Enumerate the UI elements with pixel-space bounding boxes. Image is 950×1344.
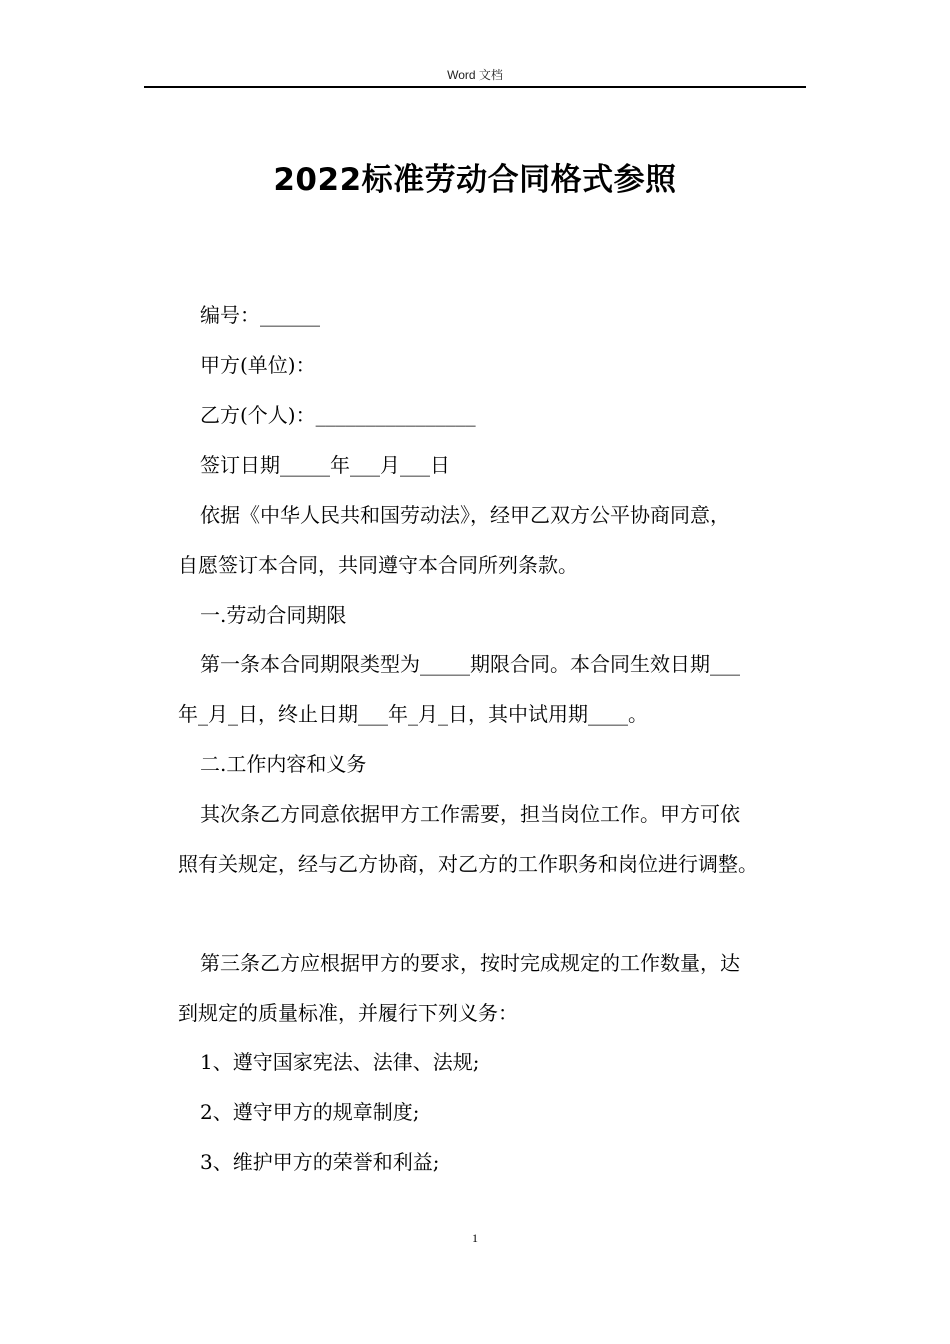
list-item: 2、遵守甲方的规章制度; (200, 1100, 420, 1124)
contract-number-line: 编号：______ (200, 303, 320, 327)
section-heading-term: 一.劳动合同期限 (200, 603, 347, 627)
preamble-line-2: 自愿签订本合同，共同遵守本合同所列条款。 (178, 553, 578, 577)
article-2-line-1: 其次条乙方同意依据甲方工作需要，担当岗位工作。甲方可依 (200, 802, 740, 826)
header-divider (144, 86, 806, 88)
signing-date-line: 签订日期_____年___月___日 (200, 453, 450, 477)
list-item: 1、遵守国家宪法、法律、法规; (200, 1050, 480, 1074)
document-title: 2022标准劳动合同格式参照 (273, 162, 677, 198)
article-1-line-2: 年_月_日，终止日期___年_月_日，其中试用期____。 (178, 702, 648, 726)
article-3-line-1: 第三条乙方应根据甲方的要求，按时完成规定的工作数量，达 (200, 951, 740, 975)
section-heading-duties: 二.工作内容和义务 (200, 752, 367, 776)
article-1-line-1: 第一条本合同期限类型为_____期限合同。本合同生效日期___ (200, 652, 740, 676)
party-b-line: 乙方(个人)：________________ (200, 403, 476, 427)
page-number: 1 (472, 1231, 478, 1245)
list-item: 3、维护甲方的荣誉和利益; (200, 1150, 440, 1174)
article-2-line-2: 照有关规定，经与乙方协商，对乙方的工作职务和岗位进行调整。 (178, 852, 758, 876)
party-a-line: 甲方(单位)： (200, 353, 316, 377)
page-header-label: Word 文档 (447, 68, 503, 82)
preamble-line-1: 依据《中华人民共和国劳动法》，经甲乙双方公平协商同意， (200, 503, 730, 527)
article-3-line-2: 到规定的质量标准，并履行下列义务： (178, 1001, 518, 1025)
